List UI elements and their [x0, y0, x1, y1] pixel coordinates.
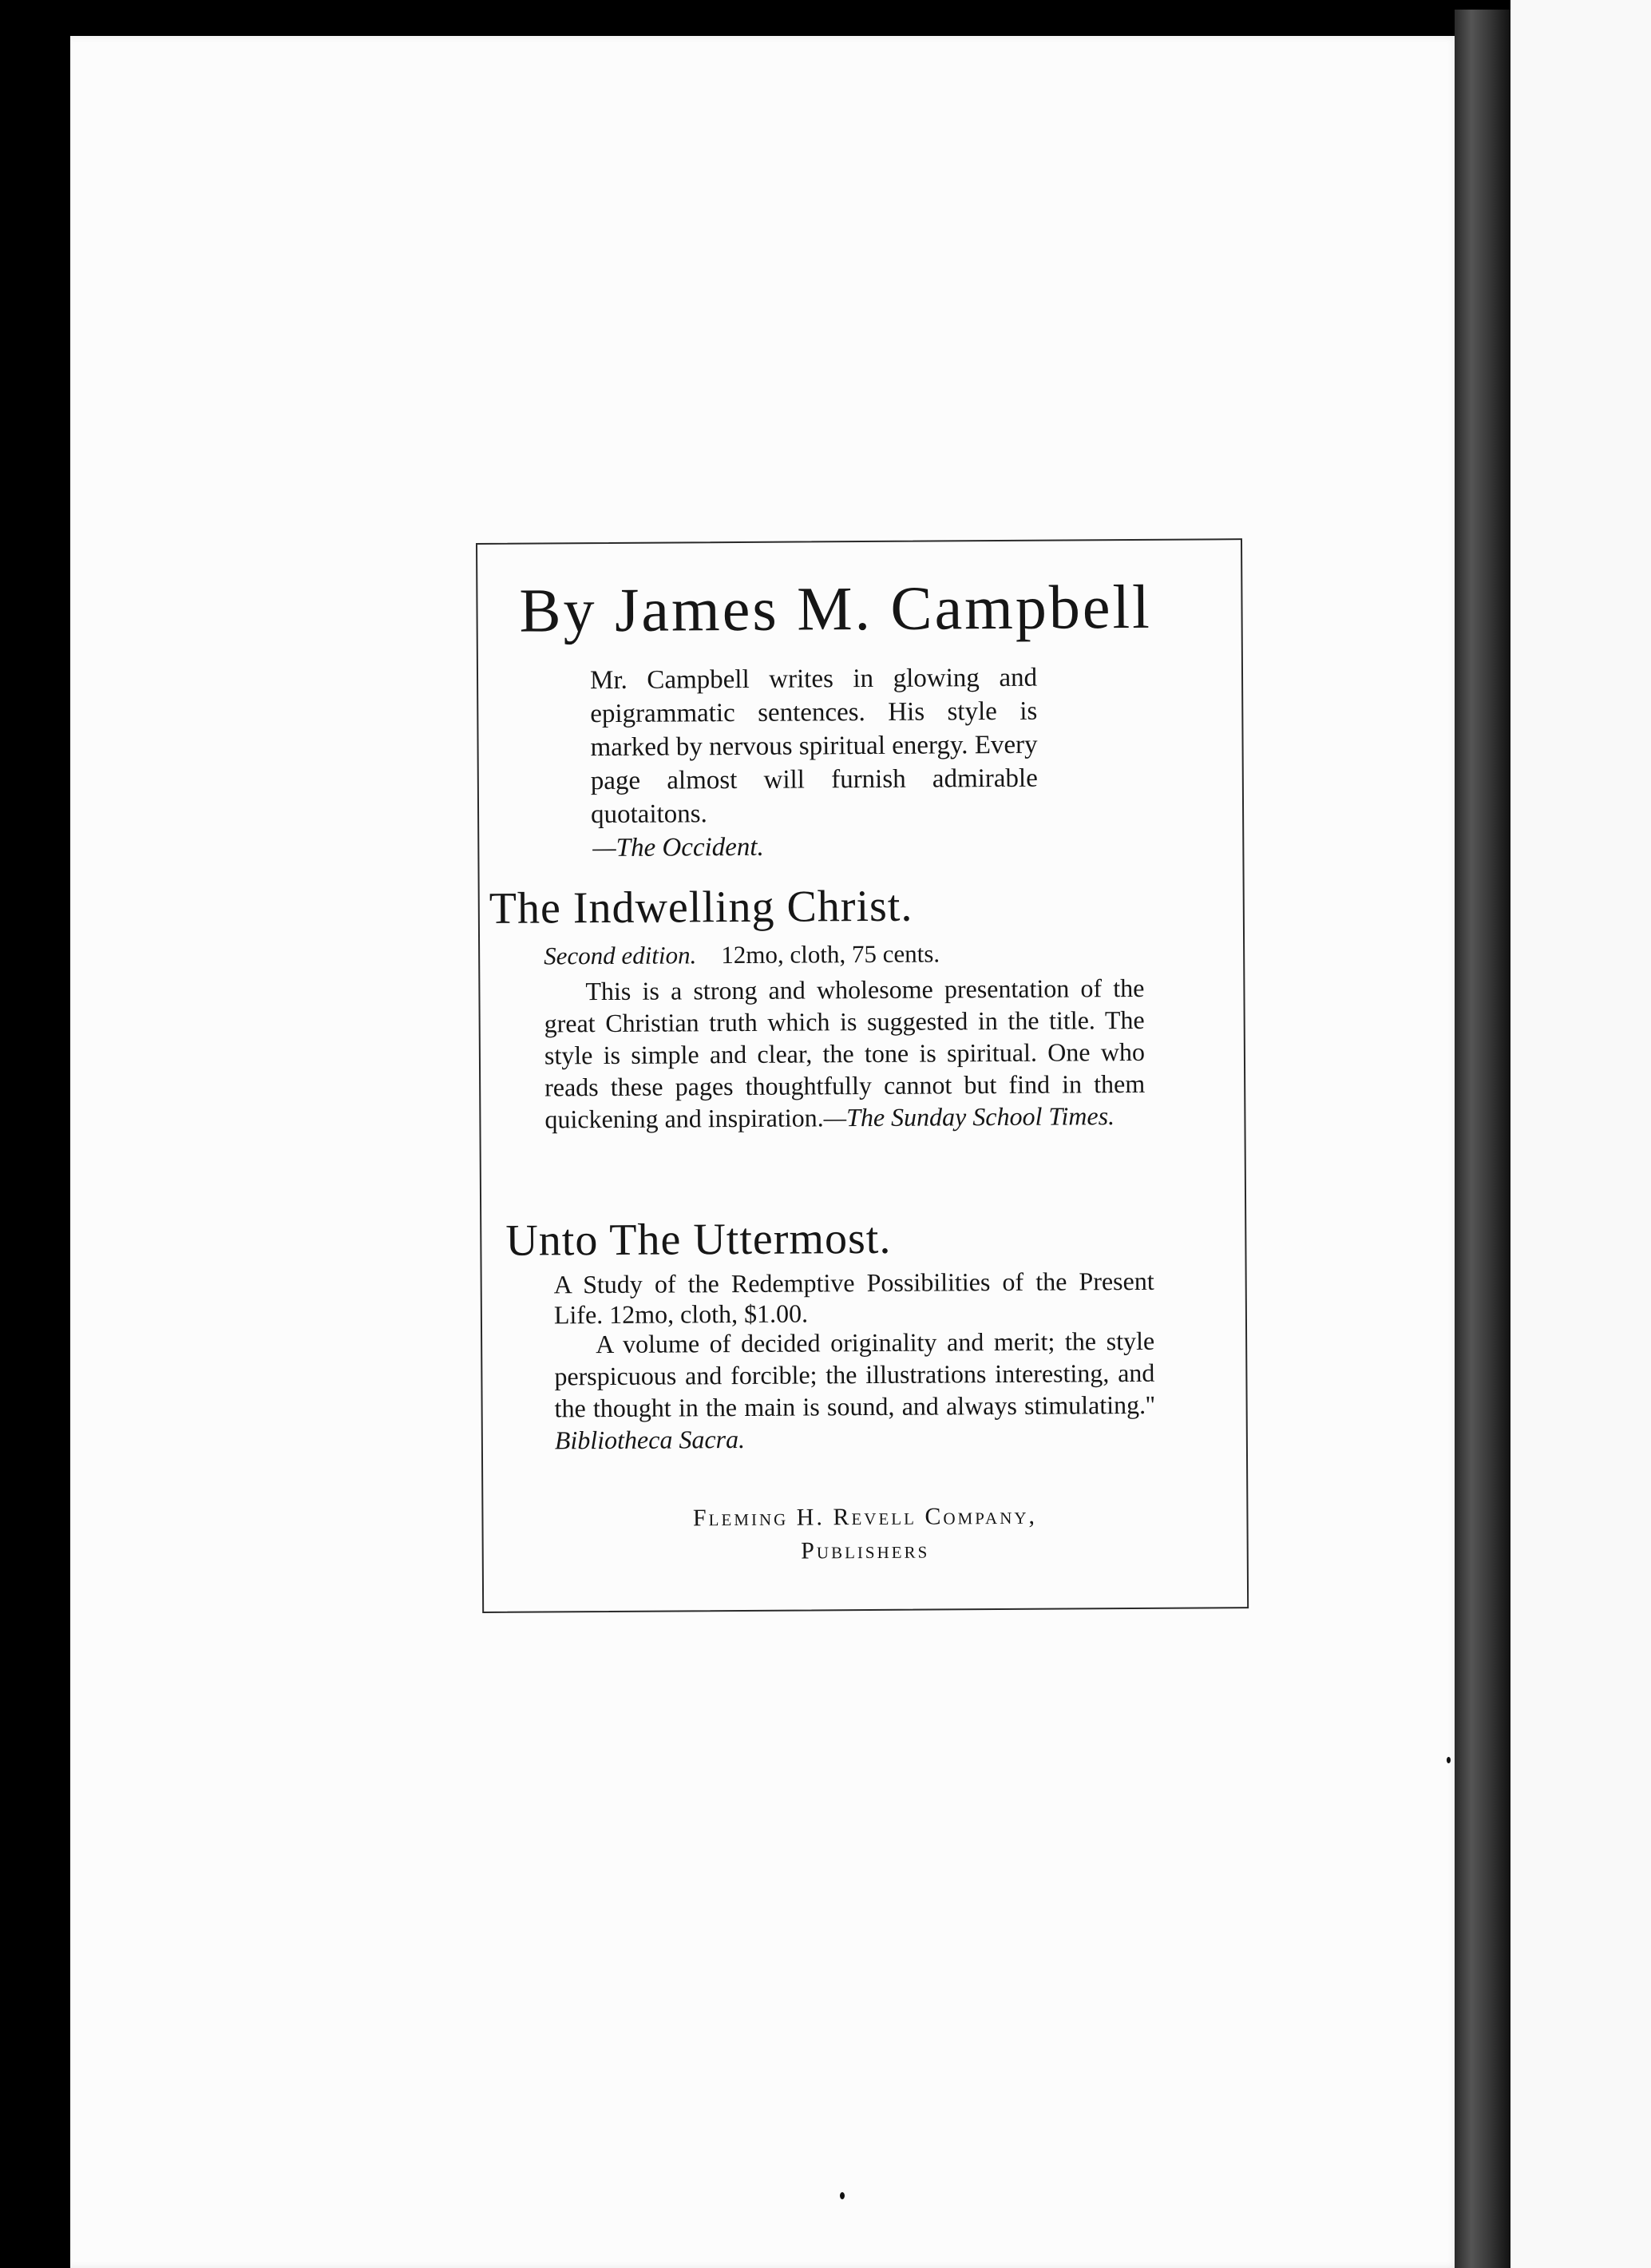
book-review-text: A volume of decided originality and merit; the style perspicuous and forcible; the illustrations interesting, and the thought in the main is sound, and always stimulating.'' — [554, 1326, 1155, 1423]
publisher-name: Fleming H. Revell Company, — [692, 1502, 1038, 1532]
book-review-text: This is a strong and wholesome presentation of the great Christian truth which is suggested in the title. The style is simple and clear, the tone is spiritual. One who reads these pages thoughtfully cannot but find in them quickening and inspiration. — [544, 973, 1146, 1134]
book-meta-unto-the-uttermost — [554, 1266, 1154, 1330]
book-review-unto-the-uttermost — [554, 1325, 1155, 1457]
scan-speck — [840, 2192, 845, 2199]
book-title-indwelling-christ: The Indwelling Christ. — [489, 881, 913, 934]
book-details: 12mo, cloth, 75 cents. — [721, 939, 940, 969]
book-review-indwelling-christ — [544, 972, 1145, 1136]
book-meta-indwelling-christ — [544, 939, 940, 970]
book-review-source: Bibliotheca Sacra. — [554, 1424, 746, 1455]
author-quote-source: —The Occident. — [592, 832, 764, 863]
book-review-source: —The Sunday School Times. — [823, 1101, 1115, 1132]
book-title-unto-the-uttermost: Unto The Uttermost. — [505, 1213, 892, 1266]
publisher-role: Publishers — [801, 1536, 930, 1564]
scan-speck — [1447, 1757, 1451, 1763]
book-edition: Second edition. — [544, 941, 697, 970]
author-quote — [590, 661, 1039, 865]
book-details: A Study of the Redemptive Possibilities of the Present Life. 12mo, cloth, $1.00. — [553, 1266, 1154, 1330]
advertisement-box — [476, 538, 1249, 1613]
author-heading: By James M. Campbell — [519, 571, 1153, 645]
author-quote-text: Mr. Campbell writes in glowing and epigrammatic sentences. His style is marked by nervous spiritual energy. Every page almost will furnish admirable quotaitons. — [589, 663, 1038, 830]
facing-page-edge — [1510, 0, 1651, 2268]
publisher-imprint — [483, 1498, 1246, 1570]
page-gutter-shadow — [1455, 10, 1510, 2268]
